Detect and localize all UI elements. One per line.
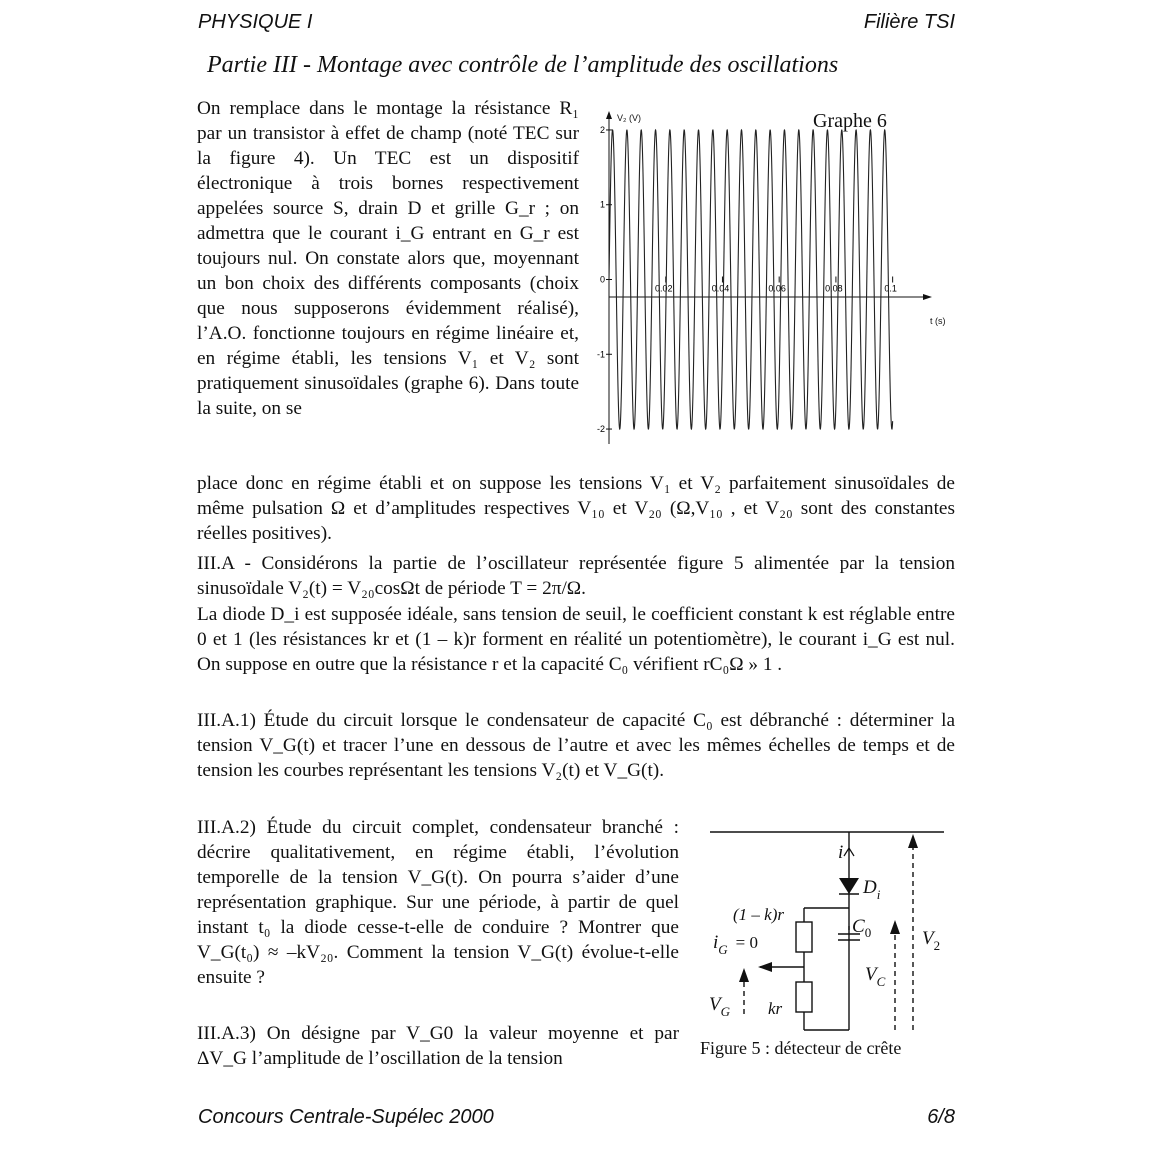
resistor-kr	[796, 982, 812, 1012]
label-v2: $V_2$	[922, 928, 941, 953]
label-kr: kr	[768, 999, 783, 1018]
label-c0: $C_0$	[852, 916, 872, 940]
question-iiia3: III.A.3) On désigne par V_G0 la valeur moyenne et par ΔV_G l’amplitude de l’oscillation de la tension	[197, 1023, 679, 1069]
chart-title: Graphe 6	[813, 110, 887, 132]
intro-continuation: place donc en régime établi et on suppose les tensions V₁ et V₂ parfaitement sinusoïdales de même pulsation Ω et d’amplitudes respectives V₁₀ et V₂₀ (Ω,V₁₀ , et V₂₀ sont des constantes réelles positives).	[197, 473, 955, 544]
resistor-1-minus-k-r	[796, 922, 812, 952]
question-iiia: III.A - Considérons la partie de l’oscillateur représentée figure 5 alimentée par la tension sinusoïdale V₂(t) = V₂₀cosΩt de période T = 2π/Ω.	[197, 553, 955, 599]
label-one-minus-k-r: (1 – k)r	[733, 905, 784, 924]
diode-paragraph: La diode D_i est supposée idéale, sans tension de seuil, le coefficient constant k est réglable entre 0 et 1 (les résistances kr et (1 – k)r forment en réalité un potentiomètre), le courant i_G est nul. On suppose en outre que la résistance r et la capacité C₀ vérifient rC₀Ω » 1 .	[197, 604, 955, 675]
figure-5-circuit	[700, 818, 960, 1038]
vg-arrow-head	[739, 968, 749, 982]
series-v2-line	[609, 130, 893, 429]
x-tick-label: 0.02	[654, 283, 673, 294]
section-title: Partie III - Montage avec contrôle de l’amplitude des oscillations	[207, 52, 839, 78]
x-tick-label: 0.1	[884, 283, 897, 294]
label-i: i	[838, 842, 844, 863]
y-tick-label: 0	[599, 274, 605, 285]
question-iiia1: III.A.1) Étude du circuit lorsque le condensateur de capacité C₀ est débranché : déterminer la tension V_G(t) et tracer l’une en dessous de l’autre et avec les mêmes échelles de temps et de tension les courbes représentant les tensions V₂(t) et V_G(t).	[197, 710, 955, 781]
label-vc: $V_C$	[865, 964, 886, 989]
y-tick-label: 2	[599, 124, 605, 135]
label-ig: $i_G = 0$	[713, 932, 759, 957]
footer-left: Concours Centrale-Supélec 2000	[198, 1106, 494, 1128]
vc-arrow-head	[890, 920, 900, 934]
chart-y-axis-label: V₂ (V)	[617, 113, 641, 123]
y-axis-arrow	[606, 111, 612, 119]
diode-di-triangle	[839, 878, 859, 894]
header-right: Filière TSI	[863, 11, 955, 33]
x-tick-label: 0.06	[768, 283, 786, 294]
v2-arrow-head	[908, 834, 918, 848]
chart-x-axis-label: t (s)	[930, 316, 946, 326]
footer-right: 6/8	[927, 1106, 955, 1128]
question-iiia2: III.A.2) Étude du circuit complet, condensateur branché : décrire qualitativement, en régime établi, l’évolution temporelle de la tension V_G(t). On pourra s’aider d’une représentation graphique. Sur une période, à partir de quel instant t₀ la diode cesse-t-elle de conduire ? Montrer que V_G(t₀) ≈ –kV₂₀. Comment la tension V_G(t) évolue-t-elle ensuite ?	[197, 817, 679, 988]
label-di: $D_i$	[863, 877, 881, 902]
y-tick-label: 1	[599, 199, 605, 210]
figure-5-caption: Figure 5 : détecteur de crête	[700, 1038, 902, 1058]
ig-arrow-head	[758, 962, 772, 972]
y-tick-label: -2	[596, 424, 605, 435]
intro-paragraph: On remplace dans le montage la résistance R₁ par un transistor à effet de champ (noté TEC sur la figure 4). Un TEC est un dispositif électronique à trois bornes respectivement appelées source S, drain D et grille G_r ; on admettra que le courant i_G entrant en G_r est toujours nul. On constate alors que, moyennant un bon choix des différents composants (choix que nous supposerons évidemment réalisé), l’A.O. fonctionne toujours en régime linéaire et, en régime établi, les tensions V₁ et V₂ sont pratiquement sinusoïdales (graphe 6). Dans toute la suite, on se	[197, 98, 579, 419]
x-tick-label: 0.04	[711, 283, 730, 294]
label-vg: $V_G$	[709, 994, 730, 1019]
x-tick-label: 0.08	[825, 283, 843, 294]
graphe-6-chart	[590, 100, 955, 450]
y-tick-label: -1	[596, 349, 605, 360]
x-axis-arrow	[923, 294, 932, 300]
header-left: PHYSIQUE I	[198, 11, 313, 33]
